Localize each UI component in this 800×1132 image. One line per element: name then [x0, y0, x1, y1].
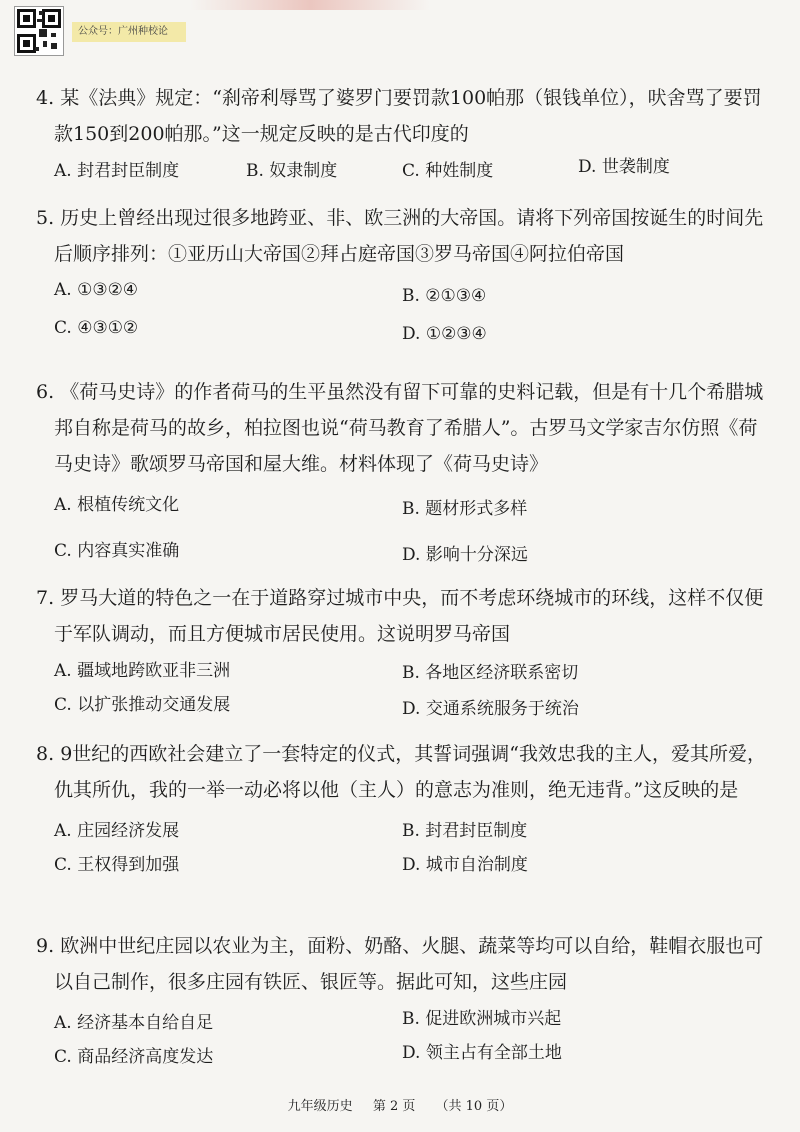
option-a[interactable]: A. 庄园经济发展	[54, 821, 180, 841]
option-b[interactable]: B. 奴隶制度	[246, 161, 338, 181]
option-c[interactable]: C. 内容真实准确	[54, 541, 180, 561]
option-d[interactable]: D. 影响十分深远	[402, 545, 528, 565]
question-stem: 9世纪的西欧社会建立了一套特定的仪式，其誓词强调“我效忠我的主人，爱其所爱，仇其所仇，我的一举一动必将以他（主人）的意志为准则，绝无违背。”这反映的是	[54, 743, 766, 801]
qr-code-icon	[14, 6, 64, 56]
option-list	[36, 276, 776, 342]
question-stem: 罗马大道的特色之一在于道路穿过城市中央，而不考虑环绕城市的环线，这样不仅便于军队调动，而且方便城市居民使用。这说明罗马帝国	[54, 587, 764, 645]
question-7	[36, 580, 776, 726]
option-list	[36, 486, 776, 566]
option-b[interactable]: B. 封君封臣制度	[402, 821, 528, 841]
option-b[interactable]: B. 题材形式多样	[402, 499, 528, 519]
question-stem: 欧洲中世纪庄园以农业为主，面粉、奶酪、火腿、蔬菜等均可以自给，鞋帽衣服也可以自己制作，很多庄园有铁匠、银匠等。据此可知，这些庄园	[54, 935, 764, 993]
option-d[interactable]: D. ①②③④	[402, 324, 487, 344]
question-number: 7.	[36, 587, 55, 609]
footer-subject: 九年级历史	[287, 1099, 353, 1114]
option-d[interactable]: D. 交通系统服务于统治	[402, 699, 579, 719]
question-number: 4.	[36, 87, 55, 109]
question-6	[36, 374, 776, 566]
option-a[interactable]: A. 根植传统文化	[54, 495, 180, 515]
option-list	[36, 156, 776, 186]
option-c[interactable]: C. 王权得到加强	[54, 855, 180, 875]
account-label: 公众号：广州种校论	[72, 22, 186, 42]
top-smudge	[190, 0, 430, 10]
option-list	[36, 1004, 776, 1074]
option-d[interactable]: D. 领主占有全部土地	[402, 1043, 562, 1063]
footer-total-pages: （共 10 页）	[435, 1099, 513, 1114]
option-a[interactable]: A. 疆域地跨欧亚非三洲	[54, 661, 231, 681]
option-d[interactable]: D. 城市自治制度	[402, 855, 528, 875]
question-8	[36, 736, 776, 882]
question-number: 8.	[36, 743, 55, 765]
question-stem: 某《法典》规定：“刹帝利辱骂了婆罗门要罚款100帕那（银钱单位），吠舍骂了要罚款150到200帕那。”这一规定反映的是古代印度的	[54, 87, 762, 145]
question-number: 5.	[36, 207, 55, 229]
option-list	[36, 812, 776, 882]
option-c[interactable]: C. 以扩张推动交通发展	[54, 695, 231, 715]
question-number: 6.	[36, 381, 55, 403]
question-5	[36, 200, 776, 342]
option-b[interactable]: B. ②①③④	[402, 286, 487, 306]
option-c[interactable]: C. ④③①②	[54, 318, 139, 338]
option-b[interactable]: B. 各地区经济联系密切	[402, 663, 579, 683]
option-list	[36, 656, 776, 726]
option-a[interactable]: A. 经济基本自给自足	[54, 1013, 214, 1033]
question-9	[36, 928, 776, 1074]
question-stem: 历史上曾经出现过很多地跨亚、非、欧三洲的大帝国。请将下列帝国按诞生的时间先后顺序排列：①亚历山大帝国②拜占庭帝国③罗马帝国④阿拉伯帝国	[54, 207, 764, 265]
option-d[interactable]: D. 世袭制度	[578, 157, 670, 177]
option-c[interactable]: C. 种姓制度	[402, 161, 494, 181]
option-a[interactable]: A. ①③②④	[54, 280, 139, 300]
question-stem: 《荷马史诗》的作者荷马的生平虽然没有留下可靠的史料记载，但是有十几个希腊城邦自称是荷马的故乡，柏拉图也说“荷马教育了希腊人”。古罗马文学家吉尔仿照《荷马史诗》歌颂罗马帝国和屋大维。材料体现了《荷马史诗》	[54, 381, 764, 475]
option-a[interactable]: A. 封君封臣制度	[54, 161, 180, 181]
option-b[interactable]: B. 促进欧洲城市兴起	[402, 1009, 562, 1029]
option-c[interactable]: C. 商品经济高度发达	[54, 1047, 214, 1067]
question-4	[36, 80, 776, 186]
footer-page-number: 第 2 页	[372, 1099, 416, 1114]
page-footer	[0, 1095, 800, 1114]
question-number: 9.	[36, 935, 55, 957]
